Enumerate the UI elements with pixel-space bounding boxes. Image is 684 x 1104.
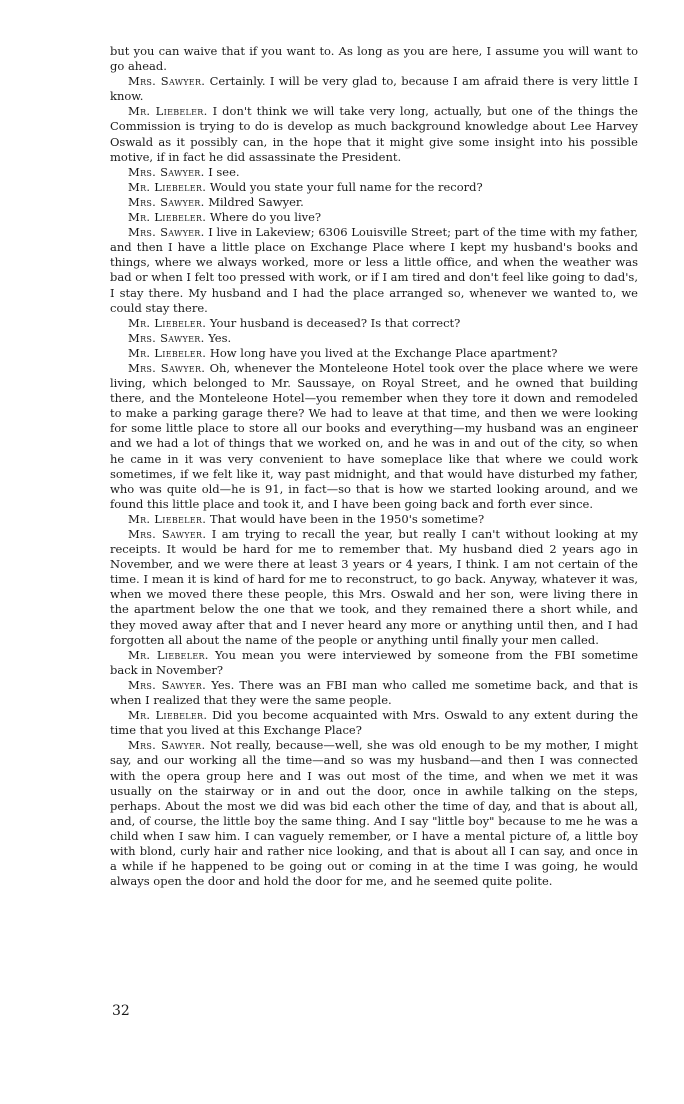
speaker-label: Mrs. Sawyer. <box>128 738 206 753</box>
paragraph <box>110 648 638 678</box>
speaker-label: Mrs. Sawyer. <box>128 164 205 179</box>
paragraph-text: I am trying to recall the year, but really I can't without looking at my receipts. It would be hard for me to remember that. My husband died 2 years ago in November, and we were there at least 3 years or 4 years, I think. I am not certain of the time. I mean it is kind of hard for me to reconstruct, to go back. Anyway, whatever it was, when we moved there these people, this Mrs. Oswald and her son, were living there in the apartment below the one that we took, and they remained there a short while, and they moved away after that and I never heard any more or anything until then, and I had forgotten all about the name of the people or anything until finally your men called. <box>110 527 639 647</box>
speaker-label: Mr. Liebeler. <box>128 179 207 194</box>
paragraph-text: Did you become acquainted with Mrs. Oswald to any extent during the time that you lived at this Exchange Place? <box>110 708 638 738</box>
page-number: 32 <box>112 1003 130 1019</box>
paragraph <box>110 346 638 361</box>
speaker-label: Mr. Liebeler. <box>128 210 207 225</box>
speaker-label: Mr. Liebeler. <box>128 708 208 723</box>
paragraph-text: I see. <box>208 164 240 179</box>
paragraph <box>110 74 638 104</box>
paragraph <box>110 361 638 512</box>
speaker-label: Mrs. Sawyer. <box>128 74 206 89</box>
paragraph-text: Certainly. I will be very glad to, because I am afraid there is very little I know. <box>110 74 639 104</box>
paragraph <box>110 678 638 708</box>
speaker-label: Mrs. Sawyer. <box>128 330 205 345</box>
paragraph <box>110 527 638 648</box>
paragraph-text: Yes. There was an FBI man who called me sometime back, and that is when I realized that they were the same people. <box>110 677 638 708</box>
paragraph-text: Where do you live? <box>209 210 322 225</box>
paragraph <box>110 44 638 74</box>
paragraph-text: You mean you were interviewed by someone from the FBI sometime back in November? <box>110 647 638 677</box>
paragraph <box>110 512 638 527</box>
speaker-label: Mr. Liebeler. <box>128 315 207 330</box>
paragraph <box>110 225 638 316</box>
speaker-label: Mr. Liebeler. <box>128 511 207 526</box>
paragraph <box>110 165 638 180</box>
transcript-page <box>110 44 638 889</box>
speaker-label: Mrs. Sawyer. <box>128 225 205 240</box>
speaker-label: Mr. Liebeler. <box>128 104 208 119</box>
speaker-label: Mr. Liebeler. <box>128 647 209 662</box>
paragraph-text: I don't think we will take very long, actually, but one of the things the Commission is trying to do is develop as much background knowledge about Lee Harvey Oswald as it possibly can, in the hope that it might give some insight into his possible motive, if in fact he did assassinate the President. <box>110 104 638 164</box>
paragraph-text: Mildred Sawyer. <box>208 194 304 209</box>
paragraph-text: How long have you lived at the Exchange Place apartment? <box>209 345 558 360</box>
paragraph-text: but you can waive that if you want to. As long as you are here, I assume you will want to go ahead. <box>110 44 638 74</box>
paragraph-text: Oh, whenever the Monteleone Hotel took over the place where we were living, which belonged to Mr. Saussaye, on Royal Street, and he owned that building there, and the Monteleone Hotel—you remember when they tore it down and remodeled to make a parking garage there? We had to leave at that time, and then we were looking for some little place to store all our books and everything—my husband was an engineer and we had a lot of things that we worked on, and he was in and out of the city, so when he came in it was very convenient to have someplace like that where we could work sometimes, if we felt like it, way past midnight, and that would have disturbed my father, who was quite old—he is 91, in fact—so that is how we started looking around, and we found this little place and took it, and I have been going back and forth ever since. <box>110 360 638 511</box>
paragraph-text: That would have been in the 1950's sometime? <box>209 511 485 526</box>
paragraph <box>110 104 638 164</box>
paragraph <box>110 195 638 210</box>
speaker-label: Mrs. Sawyer. <box>128 194 205 209</box>
speaker-label: Mrs. Sawyer. <box>128 360 206 375</box>
paragraph <box>110 180 638 195</box>
paragraph-text: Your husband is deceased? Is that correct? <box>209 315 461 330</box>
paragraph-text: I live in Lakeview; 6306 Louisville Street; part of the time with my father, and then I have a little place on Exchange Place where I kept my husband's books and things, where we always worked, more or less a little office, and when the weather was bad or when I felt too pressed with work, or if I am tired and don't feel like going to dad's, I stay there. My husband and I had the place arranged so, whenever we wanted to, we could stay there. <box>110 225 638 315</box>
paragraph <box>110 738 638 889</box>
speaker-label: Mrs. Sawyer. <box>128 677 207 692</box>
paragraph <box>110 708 638 738</box>
paragraph <box>110 316 638 331</box>
paragraph <box>110 210 638 225</box>
paragraph-text: Would you state your full name for the record? <box>209 179 483 194</box>
speaker-label: Mr. Liebeler. <box>128 345 207 360</box>
paragraph-text: Yes. <box>208 330 232 345</box>
paragraph-text: Not really, because—well, she was old enough to be my mother, I might say, and our working all the time—and so was my husband—and then I was connected with the opera group here and I was out most of the time, and when we met it was usually on the stairway or in and out the door, once in awhile talking on the steps, perhaps. About the most we did was bid each other the time of day, and that is about all, and, of course, the little boy the same thing. And I say "little boy" because to me he was a child when I saw him. I can vaguely remember, or I have a mental picture of, a little boy with blond, curly hair and rather nice looking, and that is about all I can say, and once in a while if he happened to be going out or coming in at the time I was going, he would always open the door and hold the door for me, and he seemed quite polite. <box>110 738 639 889</box>
speaker-label: Mrs. Sawyer. <box>128 527 207 541</box>
paragraph <box>110 331 638 346</box>
